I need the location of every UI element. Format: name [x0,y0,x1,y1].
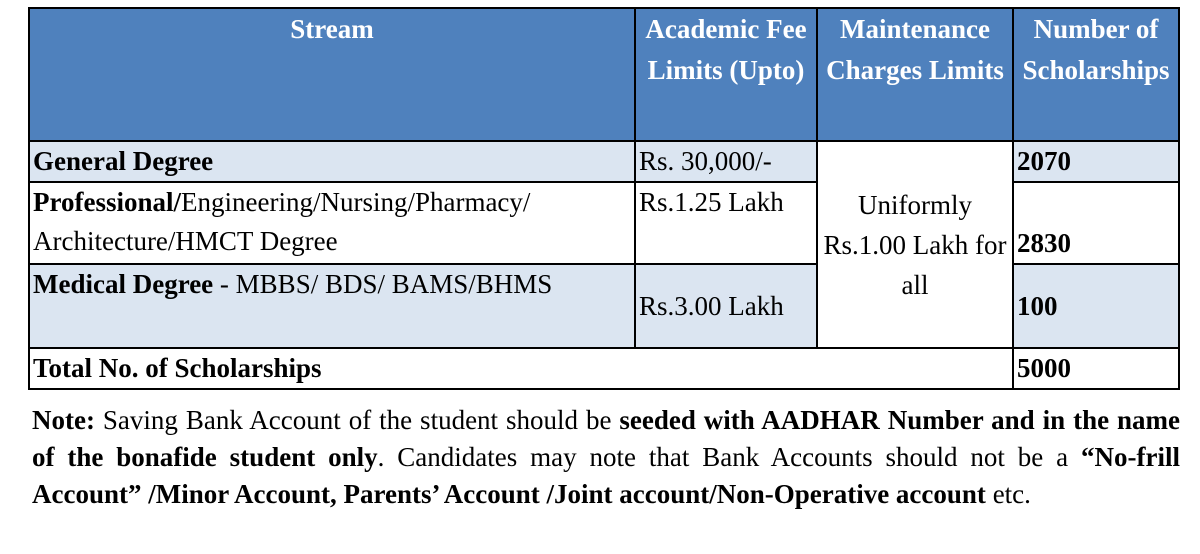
stream-name: General Degree [33,146,214,176]
stream-detail: - MBBS/ BDS/ BAMS/BHMS [213,269,553,299]
count-cell [1013,264,1179,348]
header-row [29,8,1179,141]
total-label-text: Total No. of Scholarships [33,353,322,383]
fee-cell: Rs.1.25 Lakh [635,182,817,264]
header-academic-fee: Academic Fee Limits (Upto) [635,8,817,141]
maintenance-cell: Uniformly Rs.1.00 Lakh for all [817,141,1013,348]
total-row [29,348,1179,389]
total-label [29,348,1013,389]
note-bold-1: seeded with AADHAR Number and in the name of the bonafide student only [32,405,1180,472]
scholarship-count: 2830 [1017,228,1071,258]
stream-cell [29,141,635,182]
total-count: 5000 [1017,353,1071,383]
header-maintenance: Maintenance Charges Limits [817,8,1013,141]
stream-name: Professional/ [33,187,181,217]
scholarship-table [28,7,1180,390]
count-cell [1013,182,1179,264]
note-paragraph [32,402,1180,513]
stream-cell [29,264,635,348]
note-text-3: etc. [985,479,1031,509]
table-row [29,141,1179,182]
stream-detail: Engineering/Nursing/Pharmacy/ Architecture/HMCT Degree [33,187,531,256]
stream-name: Medical Degree [33,269,214,299]
note-text-2: . Candidates may note that Bank Accounts should not be a [377,442,1082,472]
note-bold-2: “No-frill Account” /Minor Account, Parents’ Account /Joint account/Non-Operative account [32,442,1181,509]
scholarship-count: 100 [1017,290,1058,321]
scholarship-count: 2070 [1017,146,1071,176]
fee-cell: Rs. 30,000/- [635,141,817,182]
total-count-cell [1013,348,1179,389]
count-cell [1013,141,1179,182]
note-label: Note: [32,405,95,435]
header-number-of-scholarships: Number of Scholarships [1013,8,1179,141]
note-text-1: Saving Bank Account of the student should be [94,405,620,435]
stream-cell [29,182,635,264]
header-stream: Stream [29,8,635,141]
fee-cell: Rs.3.00 Lakh [635,264,817,348]
